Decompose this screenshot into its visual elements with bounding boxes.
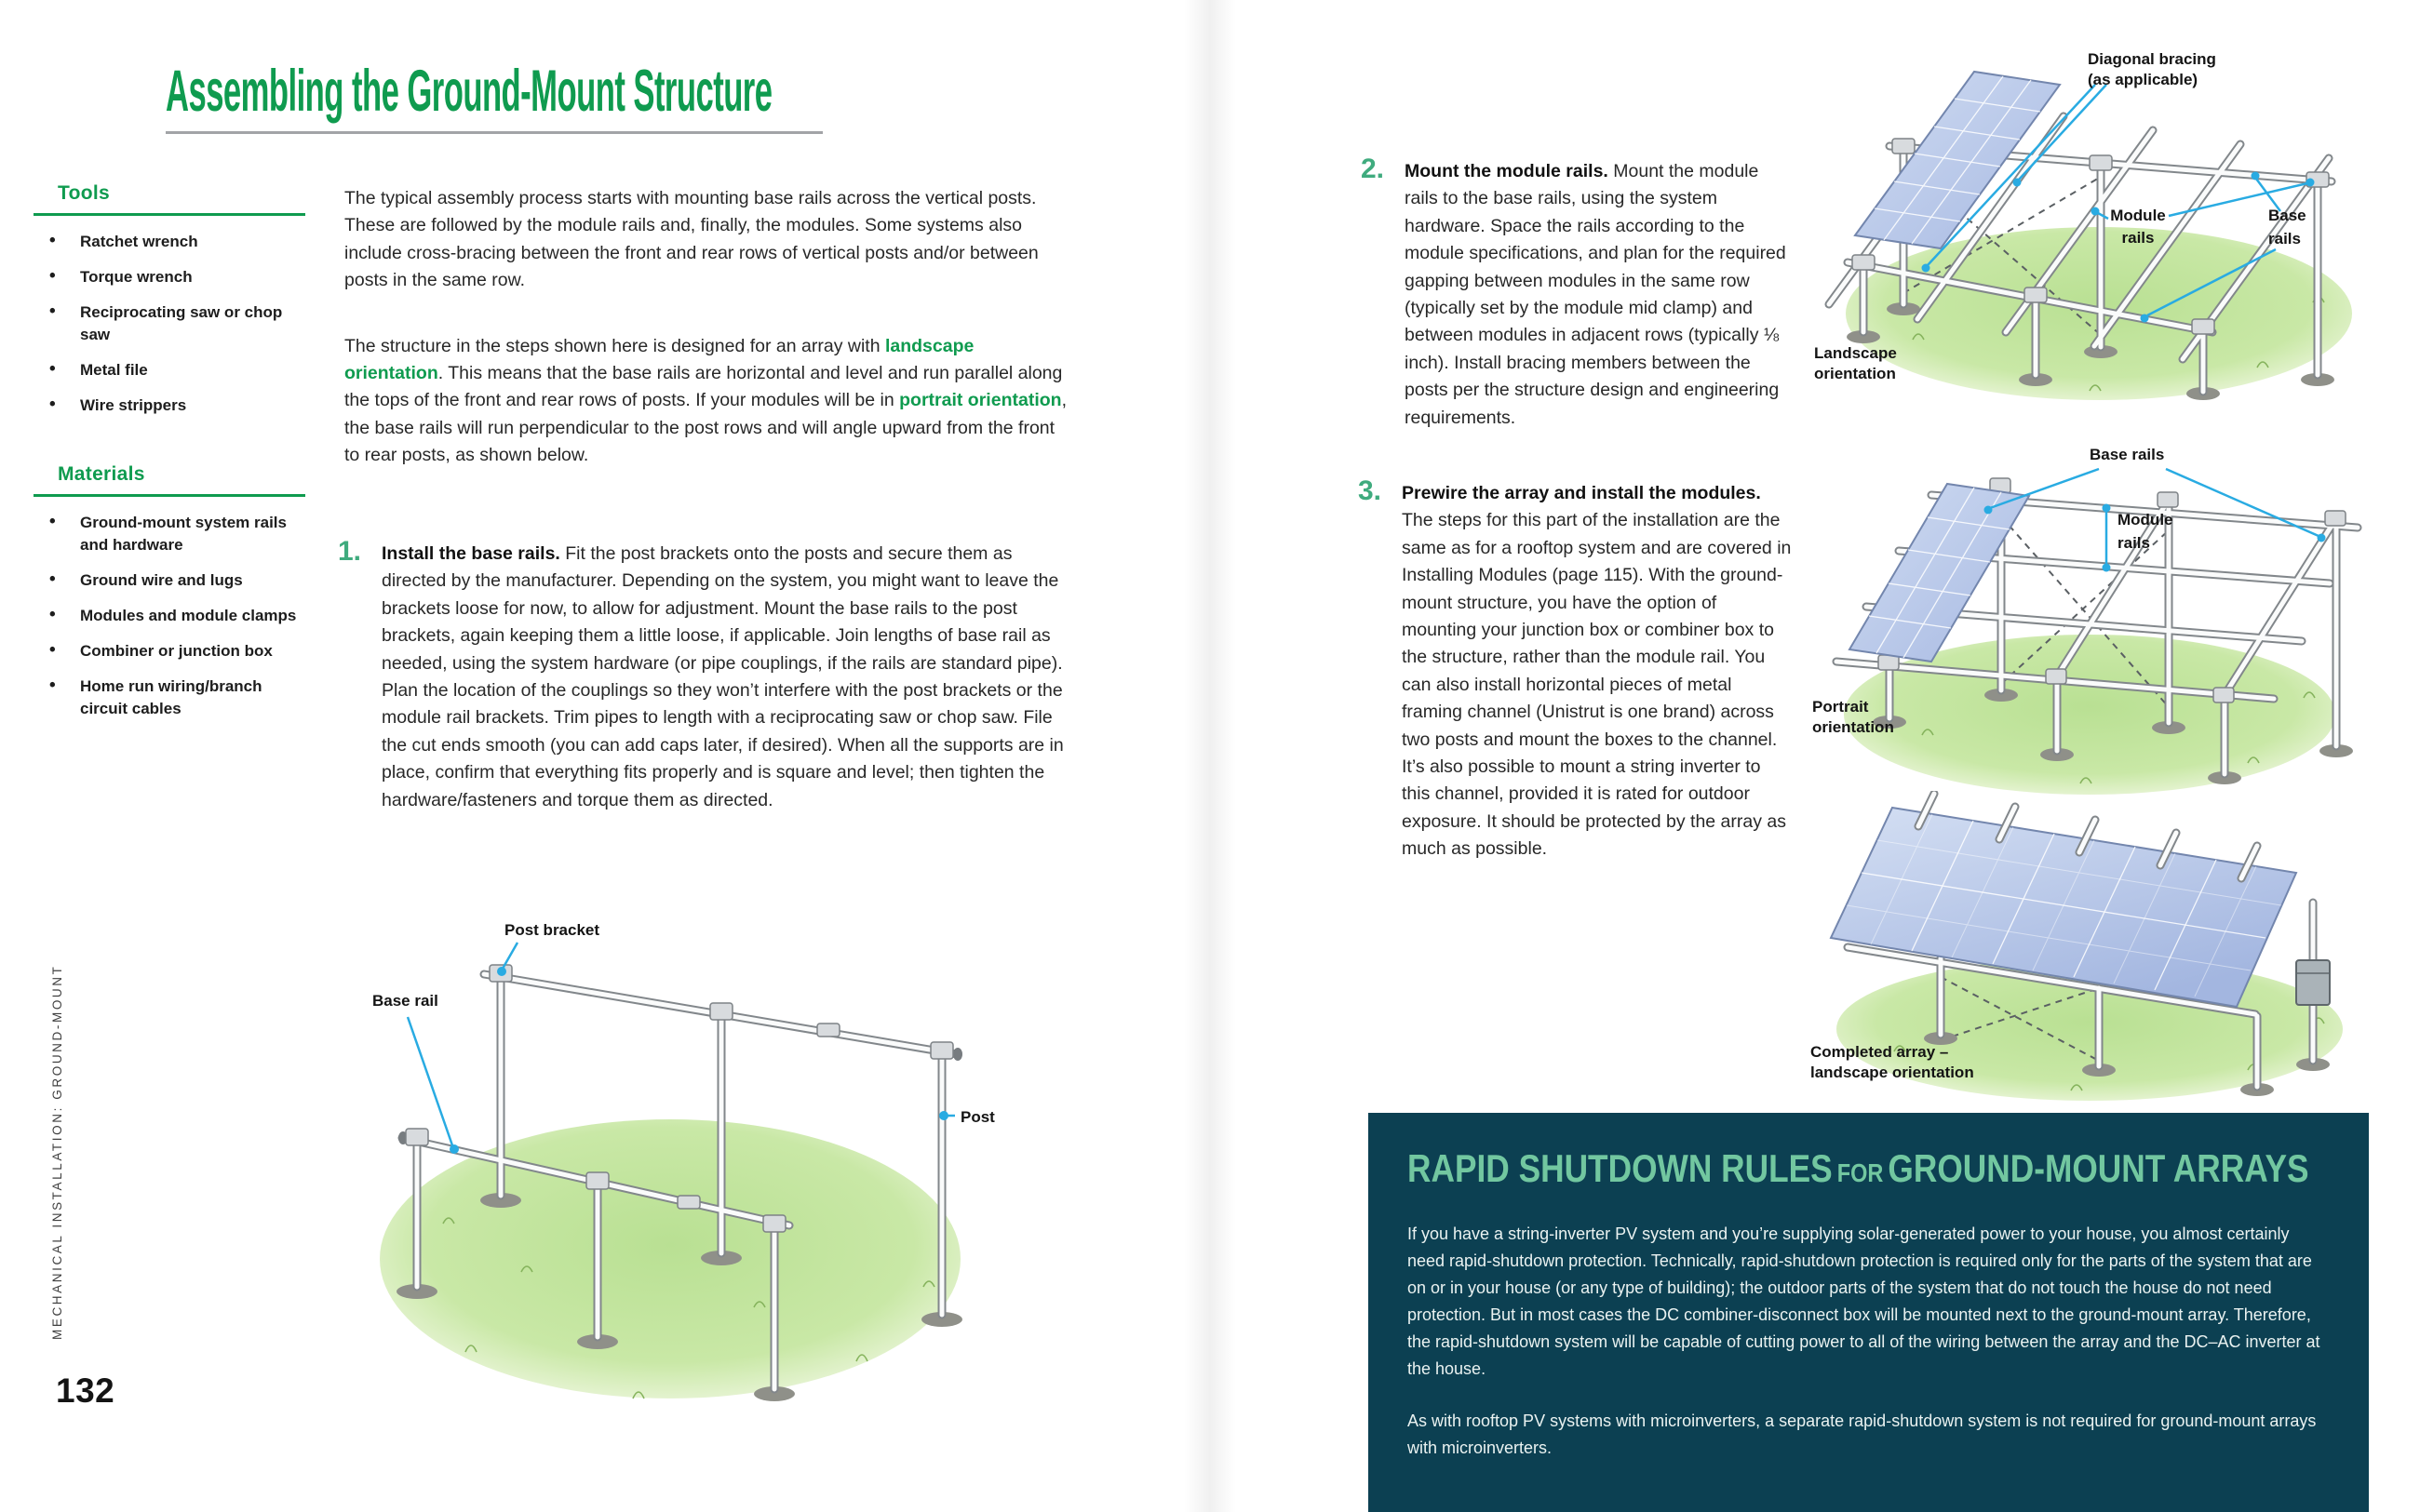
step-2-body: Mount the module rails to the base rails, using the system hardware. Space the rails according to the module specifications, and plan for the required gapping between modules in the same row (typically set by the module mid clamp) and between modules in adjacent rows (typically ⅛ inch). Install bracing members between the posts per the structure design and engineering requirements. bbox=[1405, 161, 1786, 428]
step-1-lead: Install the base rails. bbox=[382, 543, 560, 564]
materials-section bbox=[34, 463, 305, 720]
intro-text bbox=[344, 185, 1072, 470]
shutdown-title-main: RAPID SHUTDOWN RULES bbox=[1407, 1146, 1833, 1190]
page-title: Assembling the Ground-Mount Structure bbox=[166, 59, 773, 124]
caption-landscape-2: orientation bbox=[1814, 365, 1896, 382]
label-base-rail: Base rail bbox=[372, 992, 438, 1010]
list-item: • Ratchet wrench bbox=[34, 231, 305, 253]
list-item: • Home run wiring/branch circuit cables bbox=[34, 676, 305, 720]
highlighted-term: portrait orientation bbox=[899, 390, 1062, 411]
caption-completed-2: landscape orientation bbox=[1810, 1064, 1974, 1081]
figure-portrait-orientation bbox=[1810, 428, 2378, 796]
materials-list bbox=[34, 512, 305, 720]
intro-paragraph-2: The structure in the steps shown here is designed for an array with landscape orientation. This means that the base rails are horizontal and level and run parallel along the tops of the front and rear rows of posts. If your modules will be in portrait orientation, the base rails will run perpendicular to the post rows and will angle upward from the front to rear posts, as shown below. bbox=[344, 335, 1067, 466]
label-base-rails-2: rails bbox=[2268, 230, 2301, 248]
caption-completed-1: Completed array – bbox=[1810, 1043, 1949, 1061]
label-as-applicable: (as applicable) bbox=[2088, 71, 2198, 88]
figure-landscape-orientation bbox=[1810, 23, 2378, 407]
label-base-rails-1: Base bbox=[2268, 207, 2306, 224]
label-post: Post bbox=[961, 1108, 995, 1126]
step-1-number: 1. bbox=[338, 536, 362, 567]
sidebar bbox=[34, 182, 305, 733]
page-gutter bbox=[1184, 0, 1236, 1512]
step-1-body: Fit the post brackets onto the posts and secure them as directed by the manufacturer. Depending on the system, you might want to leave the brackets loose for now, to allow for adjustment. Mount the base rails to the post brackets, again keeping them a little loose, if applicable. Join lengths of base rail as needed, using the system hardware (or pipe couplings, if the rails are standard pipe). Plan the location of the couplings so they won’t interfere with the post brackets or the module rail brackets. Trim pipes to length with a reciprocating saw or chop saw. File the cut ends smooth (you can add caps later, if desired). When all the supports are in place, confirm that everything fits properly and is square and level; then tighten the hardware/fasteners and torque them as directed. bbox=[382, 543, 1064, 810]
shutdown-paragraph-2: As with rooftop PV systems with microinverters, a separate rapid-shutdown system is not required for ground-mount arrays with microinverters. bbox=[1407, 1412, 2317, 1457]
tools-heading: Tools bbox=[34, 182, 305, 216]
step-3-text bbox=[1402, 480, 1793, 863]
figure-completed-array bbox=[1810, 791, 2378, 1107]
solar-array-panel bbox=[1831, 808, 2296, 1007]
list-item: • Wire strippers bbox=[34, 395, 305, 417]
step-2-number: 2. bbox=[1361, 154, 1385, 184]
tools-section bbox=[34, 182, 305, 417]
step-2-text bbox=[1405, 158, 1795, 432]
tools-list bbox=[34, 231, 305, 417]
step-1 bbox=[338, 536, 1078, 814]
caption-landscape-1: Landscape bbox=[1814, 344, 1897, 362]
caption-portrait-2: orientation bbox=[1812, 718, 1894, 736]
label-module-rails-1: Module bbox=[2110, 207, 2166, 224]
spine-label: MECHANICAL INSTALLATION: GROUND-MOUNT bbox=[50, 964, 64, 1340]
intro-paragraph-1: The typical assembly process starts with mounting base rails across the vertical posts. These are followed by the module rails and, finally, the modules. Some systems also include cross-bracing between the front and rear rows of vertical posts and/or between posts in the same row. bbox=[344, 188, 1039, 291]
list-item: • Reciprocating saw or chop saw bbox=[34, 301, 305, 346]
caption-portrait-1: Portrait bbox=[1812, 698, 1869, 716]
label-module-rails-1: Module bbox=[2118, 511, 2173, 529]
junction-box bbox=[2296, 960, 2330, 1005]
step-3-number: 3. bbox=[1358, 475, 1382, 506]
step-2-lead: Mount the module rails. bbox=[1405, 161, 1608, 181]
figure-base-structure bbox=[354, 917, 1005, 1424]
highlighted-term: landscape orientation bbox=[344, 335, 975, 384]
label-diagonal-bracing: Diagonal bracing bbox=[2088, 50, 2216, 68]
list-item: • Combiner or junction box bbox=[34, 640, 305, 662]
step-3-body: The steps for this part of the installation are the same as for a rooftop system and are covered in Installing Modules (page 115). With the ground-mount structure, you have the option of mounting your junction box or combiner box to the structure, rather than the module rail. You can also install horizontal pieces of metal framing channel (Unistrut is one brand) across two posts and mount the boxes to the channel. It’s also possible to mount a string inverter to this channel, provided it is rated for outdoor exposure. It should be protected by the array as much as possible. bbox=[1402, 510, 1792, 860]
rapid-shutdown-box bbox=[1368, 1113, 2369, 1512]
step-3 bbox=[1358, 475, 1794, 863]
label-post-bracket: Post bracket bbox=[504, 921, 600, 939]
shutdown-paragraph-1: If you have a string-inverter PV system and you’re supplying solar-generated power to your house, you almost certainly need rapid-shutdown protection. Technically, rapid-shutdown protection is required only for the parts of the system that are on or in your house (or any type of building); the outdoor parts of the system that do not touch the house do not need protection. But in most cases the DC combiner-disconnect box will be mounted next to the ground-mount array. Therefore, the rapid-shutdown system will be capable of cutting power to all of the wiring between the array and the DC–AC inverter at the house. bbox=[1407, 1224, 2320, 1378]
step-2 bbox=[1361, 154, 1796, 432]
step-1-text bbox=[382, 541, 1078, 814]
page-number: 132 bbox=[56, 1372, 115, 1410]
list-item: • Metal file bbox=[34, 359, 305, 381]
shutdown-title-rest: GROUND-MOUNT ARRAYS bbox=[1888, 1146, 2309, 1190]
label-module-rails-2: rails bbox=[2118, 534, 2150, 552]
list-item: • Ground-mount system rails and hardware bbox=[34, 512, 305, 556]
step-3-lead: Prewire the array and install the modules. bbox=[1402, 483, 1761, 503]
shutdown-title bbox=[1407, 1146, 2309, 1191]
shutdown-title-for: FOR bbox=[1836, 1158, 1884, 1187]
list-item: • Ground wire and lugs bbox=[34, 569, 305, 592]
grass bbox=[380, 1119, 961, 1398]
label-module-rails-2: rails bbox=[2121, 229, 2155, 247]
list-item: • Modules and module clamps bbox=[34, 605, 305, 627]
label-base-rails: Base rails bbox=[2090, 446, 2165, 463]
title-rule bbox=[166, 131, 823, 134]
materials-heading: Materials bbox=[34, 463, 305, 497]
list-item: • Torque wrench bbox=[34, 266, 305, 288]
